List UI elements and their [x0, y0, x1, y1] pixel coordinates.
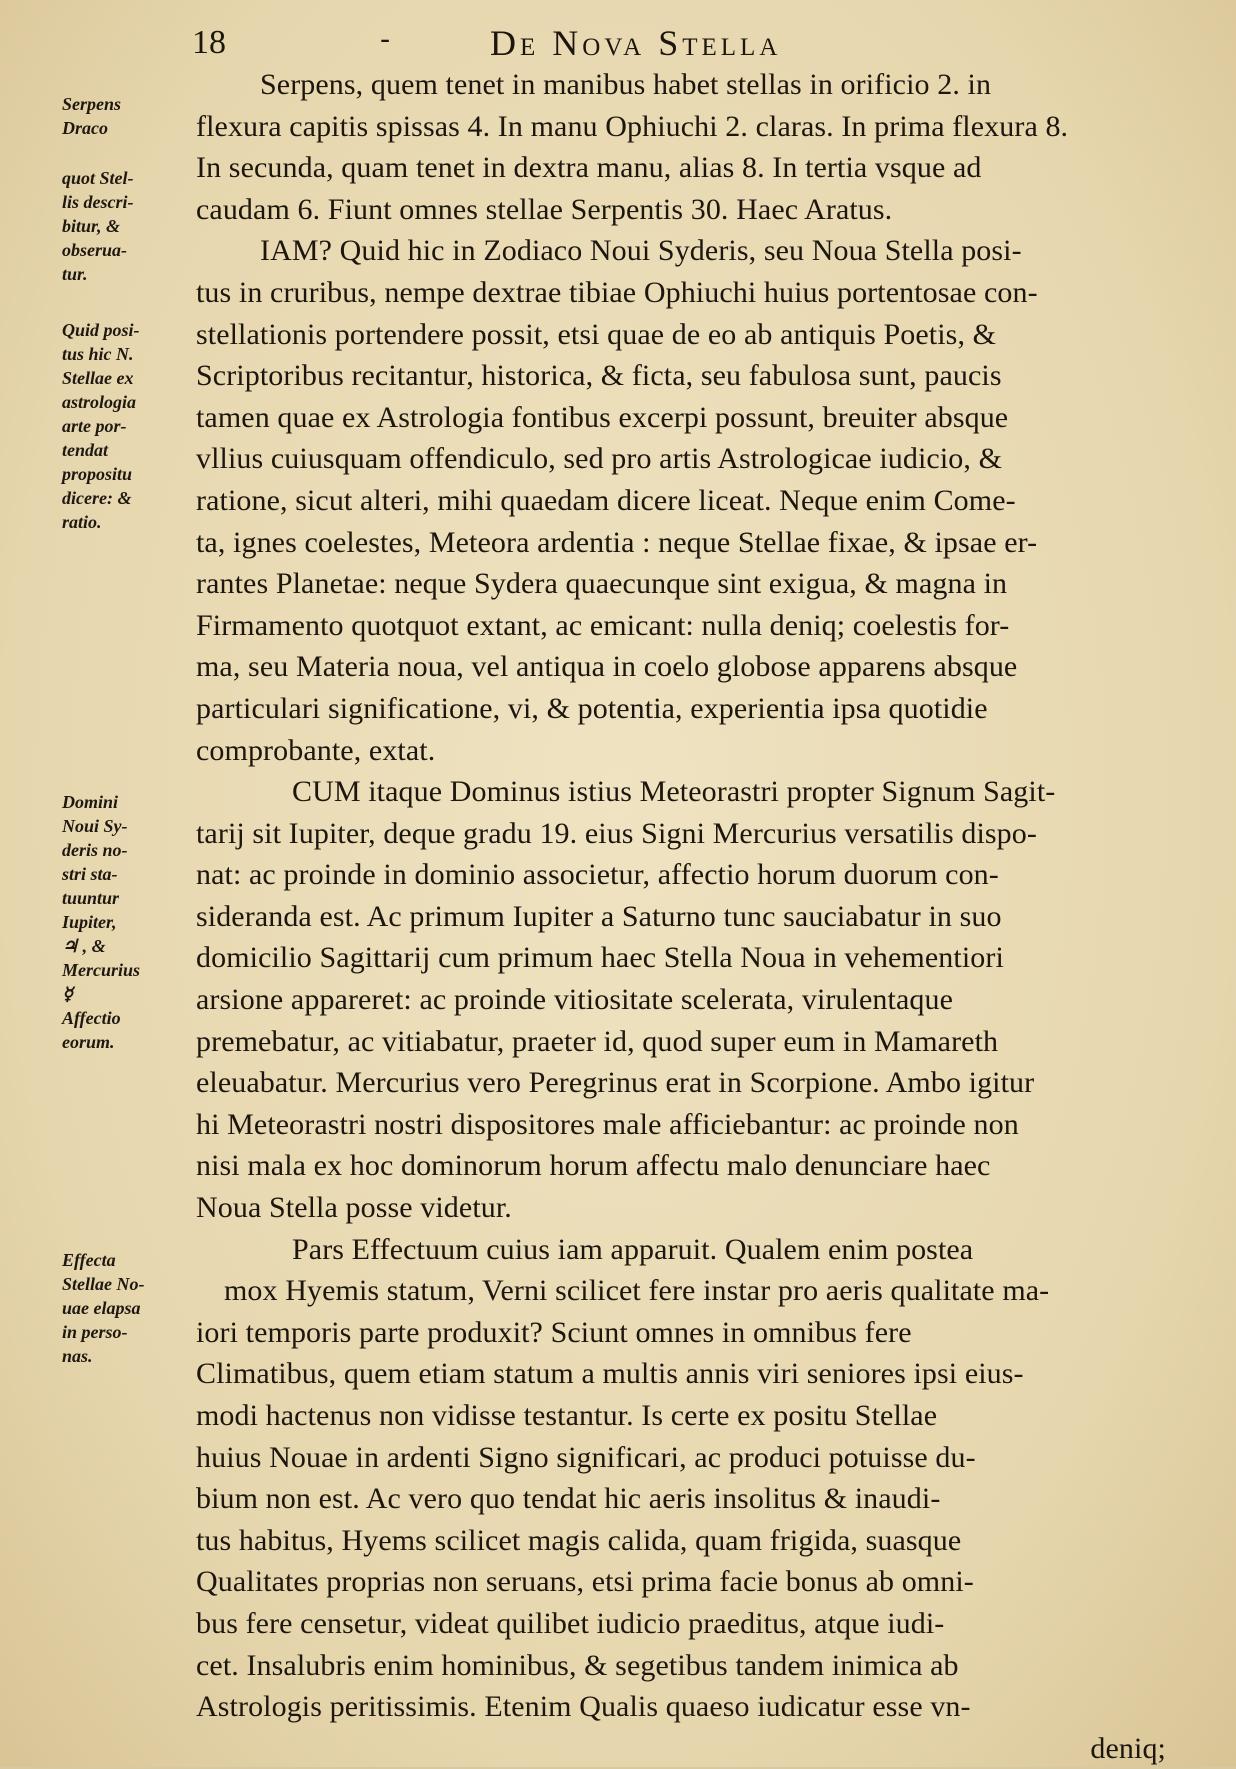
text-line: tus habitus, Hyems scilicet magis calida, quam frigida, suasque: [196, 1523, 962, 1557]
text-line: Scriptoribus recitantur, historica, & ficta, seu fabulosa sunt, paucis: [196, 359, 1002, 393]
text-line: Pars Effectuum cuius iam apparuit. Qualem enim postea: [292, 1232, 974, 1266]
margin-note-line: in perso-: [62, 1322, 128, 1342]
text-line: IAM? Quid hic in Zodiaco Noui Syderis, seu Noua Stella posi-: [260, 234, 1022, 268]
text-line: ta, ignes coelestes, Meteora ardentia : neque Stellae fixae, & ipsae er-: [196, 525, 1038, 559]
margin-note-line: obserua-: [62, 240, 128, 260]
margin-note-line: deris no-: [62, 840, 128, 860]
margin-note-line: bitur, &: [62, 216, 121, 236]
margin-note-line: tur.: [62, 264, 88, 284]
text-line: sideranda est. Ac primum Iupiter a Saturno tunc sauciabatur in suo: [196, 899, 1002, 933]
text-line: Firmamento quotquot extant, ac emicant: nulla deniq; coelestis for-: [196, 608, 1010, 642]
text-line: tamen quae ex Astrologia fontibus excerpi possunt, breuiter absque: [196, 400, 1009, 434]
text-line: hi Meteorastri nostri dispositores male afficiebantur: ac proinde non: [196, 1107, 1019, 1141]
margin-note-line: ratio.: [62, 512, 102, 532]
margin-note-line: Stellae ex: [62, 368, 134, 388]
margin-note-line: Domini: [62, 792, 119, 812]
margin-note: [62, 318, 212, 534]
text-line: arsione appareret: ac proinde vitiositate scelerata, virulentaque: [196, 983, 953, 1017]
margin-note-line: quot Stel-: [62, 168, 134, 188]
text-line: ma, seu Materia noua, vel antiqua in coelo globose apparens absque: [196, 650, 1018, 684]
text-line: nat: ac proinde in dominio associetur, affectio horum duorum con-: [196, 858, 999, 892]
page-number: 18: [192, 24, 226, 61]
text-line: domicilio Sagittarij cum primum haec Stella Noua in vehementiori: [196, 941, 1004, 975]
margin-note-line: lis descri-: [62, 192, 134, 212]
text-line: CUM itaque Dominus istius Meteorastri propter Signum Sagit-: [292, 775, 1056, 809]
margin-note: [62, 1248, 212, 1368]
page-header: [0, 18, 1236, 62]
text-line: modi hactenus non vidisse testantur. Is certe ex positu Stellae: [196, 1399, 938, 1432]
text-line: In secunda, quam tenet in dextra manu, alias 8. In tertia vsque ad: [196, 151, 982, 185]
text-line: tarij sit Iupiter, deque gradu 19. eius Signi Mercurius versatilis dispo-: [196, 816, 1037, 850]
margin-note-line: astrologia: [62, 392, 137, 412]
text-line: comprobante, extat.: [196, 733, 436, 767]
text-line: Noua Stella posse videtur.: [196, 1191, 512, 1225]
text-line: flexura capitis spissas 4. In manu Ophiuchi 2. claras. In prima flexura 8.: [196, 109, 1069, 143]
margin-note-line: Draco: [62, 118, 108, 138]
text-line: premebatur, ac vitiabatur, praeter id, quod super eum in Mamareth: [196, 1024, 999, 1058]
text-line: mox Hyemis statum, Verni scilicet fere instar pro aeris qualitate ma-: [224, 1274, 1050, 1308]
margin-note-line: tuuntur: [62, 888, 120, 908]
margin-note-line: nas.: [62, 1346, 93, 1366]
text-line: rantes Planetae: neque Sydera quaecunque sint exigua, & magna in: [196, 567, 1008, 601]
text-line: Serpens, quem tenet in manibus habet stellas in orificio 2. in: [260, 68, 992, 101]
text-line: nisi mala ex hoc dominorum horum affectu malo denunciare haec: [196, 1149, 991, 1183]
margin-note: [62, 790, 212, 1054]
text-line: tus in cruribus, nempe dextrae tibiae Ophiuchi huius portentosae con-: [196, 275, 1038, 309]
header-dash: -: [380, 22, 391, 57]
margin-note-line: propositu: [62, 464, 133, 484]
text-line: iori temporis parte produxit? Sciunt omnes in omnibus fere: [196, 1315, 912, 1349]
margin-note-line: Noui Sy-: [62, 816, 128, 836]
margin-note-line: Serpens: [62, 94, 122, 114]
text-line: caudam 6. Fiunt omnes stellae Serpentis 30. Haec Aratus.: [196, 192, 893, 226]
running-title: De Nova Stella: [490, 23, 782, 63]
margin-note-line: uae elapsa: [62, 1298, 141, 1318]
margin-note-line: Stellae No-: [62, 1274, 145, 1294]
margin-note: [62, 92, 212, 140]
text-line: particulari significatione, vi, & potentia, experientia ipsa quotidie: [196, 691, 988, 725]
text-line: stellationis portendere possit, etsi quae de eo ab antiquis Poetis, &: [196, 317, 997, 351]
text-line: Qualitates proprias non seruans, etsi prima facie bonus ab omni-: [196, 1565, 974, 1599]
margin-note: [62, 166, 212, 286]
margin-note-line: arte por-: [62, 416, 127, 436]
text-line: cet. Insalubris enim hominibus, & segetibus tandem inimica ab: [196, 1648, 959, 1682]
catchword: deniq;: [1090, 1731, 1166, 1765]
margin-note-line: tendat: [62, 440, 109, 460]
text-line: Climatibus, quem etiam statum a multis annis viri seniores ipsi eius-: [196, 1357, 1024, 1391]
margin-note-line: eorum.: [62, 1032, 115, 1052]
margin-note-line: Mercurius: [62, 960, 141, 980]
margin-note-line: Quid posi-: [62, 320, 140, 340]
margin-note-line: stri sta-: [62, 864, 118, 884]
text-line: ratione, sicut alteri, mihi quaedam dicere liceat. Neque enim Come-: [196, 483, 1016, 517]
text-line: bus fere censetur, videat quilibet iudicio praeditus, atque iudi-: [196, 1606, 945, 1640]
margin-note-line: tus hic N.: [62, 344, 134, 364]
margin-note-line: Iupiter,: [62, 912, 117, 932]
margin-note-line: ♃ , &: [62, 936, 106, 956]
margin-note-line: dicere: &: [62, 488, 132, 508]
text-line: vllius cuiusquam offendiculo, sed pro artis Astrologicae iudicio, &: [196, 442, 1003, 476]
margin-note-line: Affectio: [62, 1008, 121, 1028]
main-text: [196, 64, 1176, 1769]
margin-note-line: Effecta: [62, 1250, 116, 1270]
text-line: Astrologis peritissimis. Etenim Qualis quaeso iudicatur esse vn-: [196, 1690, 971, 1724]
text-line: huius Nouae in ardenti Signo significari, ac produci potuisse du-: [196, 1440, 976, 1474]
text-line: eleuabatur. Mercurius vero Peregrinus erat in Scorpione. Ambo igitur: [196, 1066, 1035, 1100]
mercury-symbol: ☿: [62, 984, 74, 1004]
text-line: bium non est. Ac vero quo tendat hic aeris insolitus & inaudi-: [196, 1482, 941, 1516]
